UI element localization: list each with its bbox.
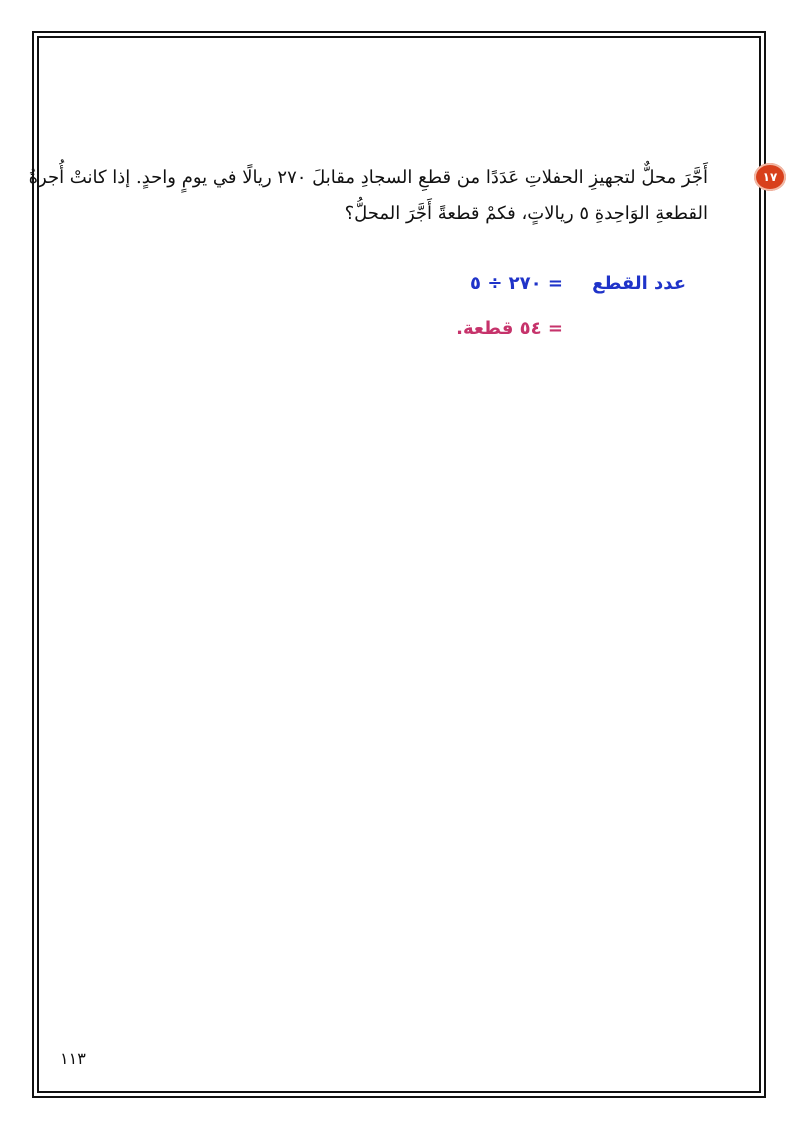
question-number-badge: ١٧	[754, 163, 786, 191]
question-text	[28, 160, 760, 232]
question-line-1: أَجَّرَ محلٌّ لتجهيزِ الحفلاتِ عَدَدًا من قطعِ السجادِ مقابلَ ٢٧٠ ريالًا في يومٍ واحدٍ. إذا كانتْ أُجرةُ	[28, 167, 708, 188]
answer-step-1: = ٢٧٠ ÷ ٥	[470, 273, 563, 294]
question-line-2: القطعةِ الوَاحِدةِ ٥ ريالاتٍ، فكمْ قطعةً أَجَّرَ المحلُّ؟	[344, 203, 708, 224]
answer-label: عدد القطع	[592, 273, 686, 294]
answer-step-2: = ٥٤ قطعة.	[456, 318, 563, 339]
page-number: ١١٣	[60, 1049, 86, 1068]
